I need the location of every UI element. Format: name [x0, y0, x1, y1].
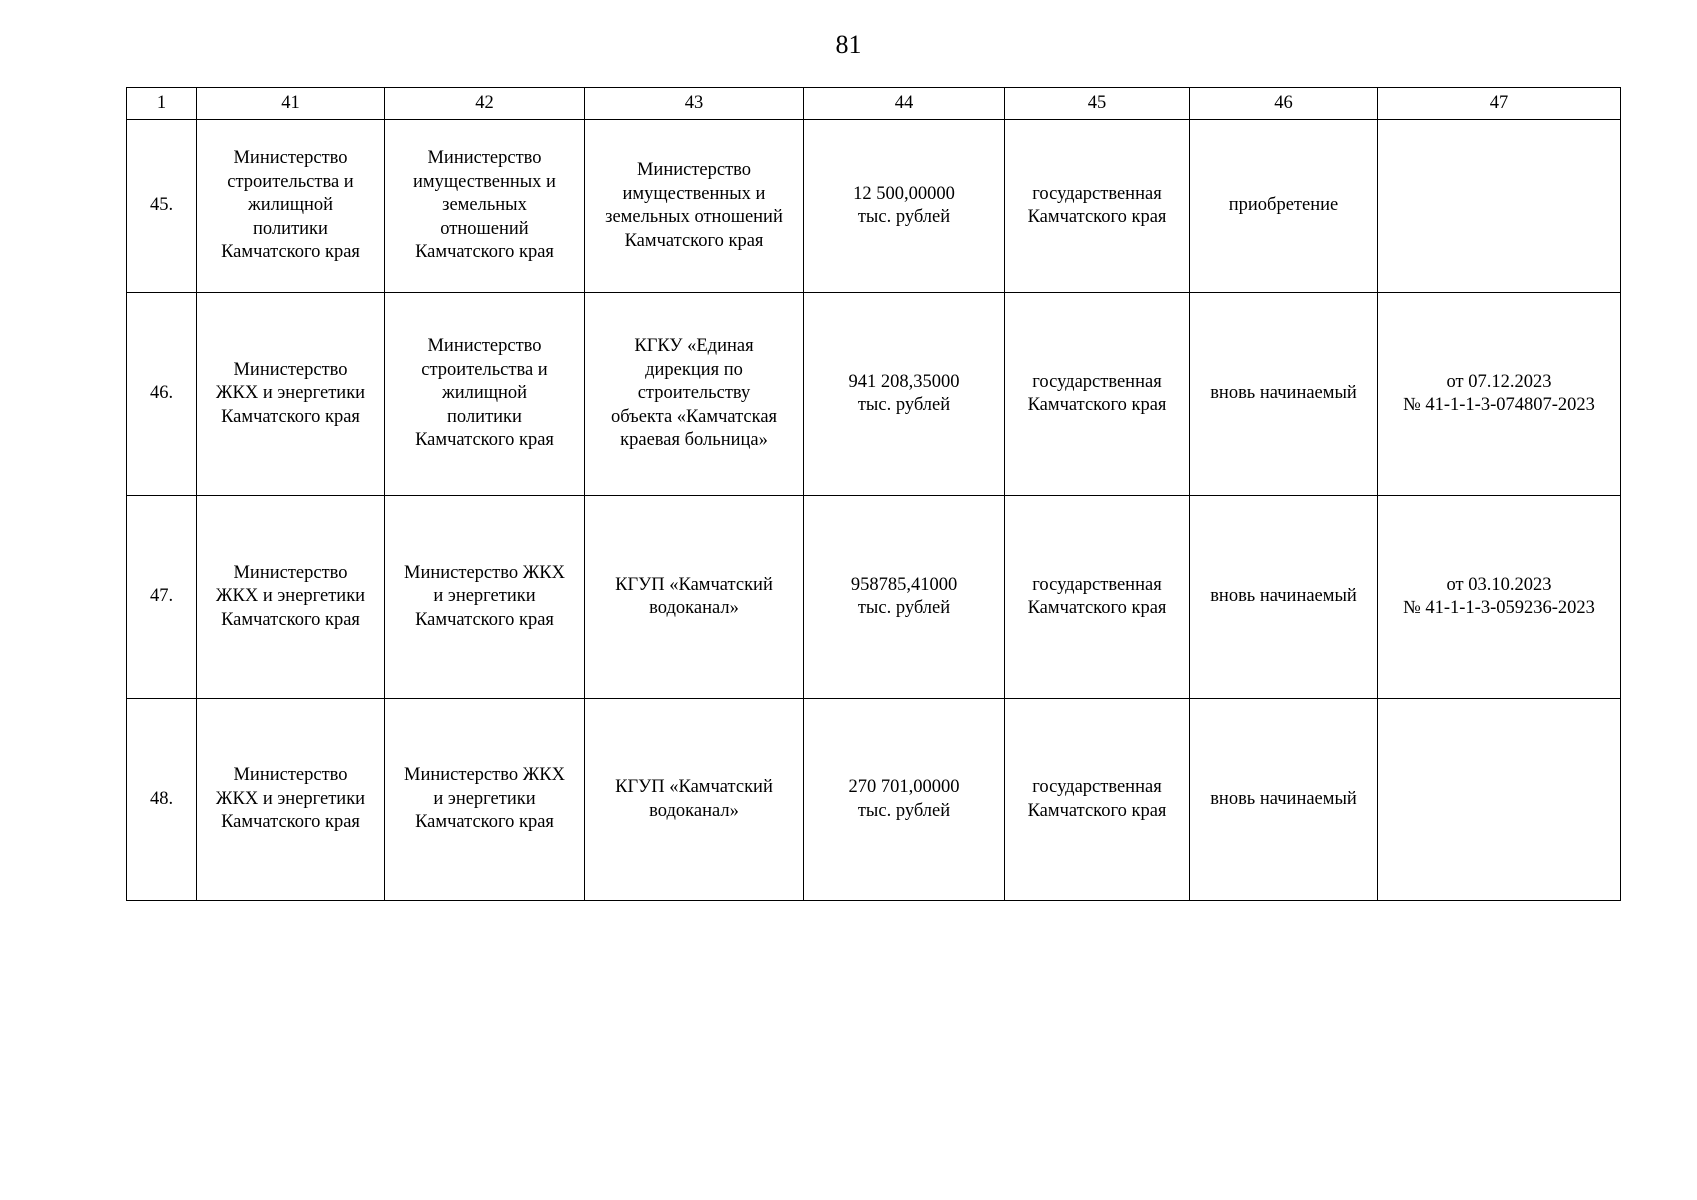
table-cell: государственная Камчатского края	[1005, 293, 1190, 496]
table-cell: вновь начинаемый	[1190, 496, 1378, 699]
table-row	[127, 496, 1621, 699]
table-cell: государственная Камчатского края	[1005, 699, 1190, 901]
table-cell: вновь начинаемый	[1190, 293, 1378, 496]
table-row	[127, 293, 1621, 496]
table-cell: 12 500,00000 тыс. рублей	[804, 120, 1005, 293]
table-row	[127, 699, 1621, 901]
table-cell: Министерство ЖКХ и энергетики Камчатского края	[385, 496, 585, 699]
column-header: 44	[804, 88, 1005, 120]
column-header: 45	[1005, 88, 1190, 120]
table-cell: 270 701,00000 тыс. рублей	[804, 699, 1005, 901]
table-cell: от 07.12.2023 № 41-1-1-3-074807-2023	[1378, 293, 1621, 496]
table-header-row	[127, 88, 1621, 120]
table-cell: КГУП «Камчатский водоканал»	[585, 699, 804, 901]
column-header: 41	[197, 88, 385, 120]
table-cell	[1378, 120, 1621, 293]
table-cell	[1378, 699, 1621, 901]
table-cell: Министерство имущественных и земельных отношений Камчатского края	[585, 120, 804, 293]
column-header: 42	[385, 88, 585, 120]
column-header: 46	[1190, 88, 1378, 120]
table-cell: государственная Камчатского края	[1005, 120, 1190, 293]
table-cell: приобретение	[1190, 120, 1378, 293]
table-cell: 958785,41000 тыс. рублей	[804, 496, 1005, 699]
table-cell: Министерство ЖКХ и энергетики Камчатского края	[197, 496, 385, 699]
table-cell: от 03.10.2023 № 41-1-1-3-059236-2023	[1378, 496, 1621, 699]
page-number: 81	[835, 30, 862, 59]
table-cell: КГКУ «Единая дирекция по строительству объекта «Камчатская краевая больница»	[585, 293, 804, 496]
table-cell: Министерство ЖКХ и энергетики Камчатского края	[385, 699, 585, 901]
column-header: 43	[585, 88, 804, 120]
table-cell: 941 208,35000 тыс. рублей	[804, 293, 1005, 496]
row-number: 47.	[127, 496, 197, 699]
table-cell: Министерство имущественных и земельных отношений Камчатского края	[385, 120, 585, 293]
table-cell: Министерство ЖКХ и энергетики Камчатского края	[197, 699, 385, 901]
table-cell: Министерство ЖКХ и энергетики Камчатского края	[197, 293, 385, 496]
table-row	[127, 120, 1621, 293]
table-cell: государственная Камчатского края	[1005, 496, 1190, 699]
table-cell: Министерство строительства и жилищной политики Камчатского края	[385, 293, 585, 496]
data-table	[126, 87, 1621, 901]
column-header: 47	[1378, 88, 1621, 120]
column-header: 1	[127, 88, 197, 120]
row-number: 48.	[127, 699, 197, 901]
table-cell: КГУП «Камчатский водоканал»	[585, 496, 804, 699]
row-number: 46.	[127, 293, 197, 496]
table-cell: вновь начинаемый	[1190, 699, 1378, 901]
row-number: 45.	[127, 120, 197, 293]
table-cell: Министерство строительства и жилищной политики Камчатского края	[197, 120, 385, 293]
